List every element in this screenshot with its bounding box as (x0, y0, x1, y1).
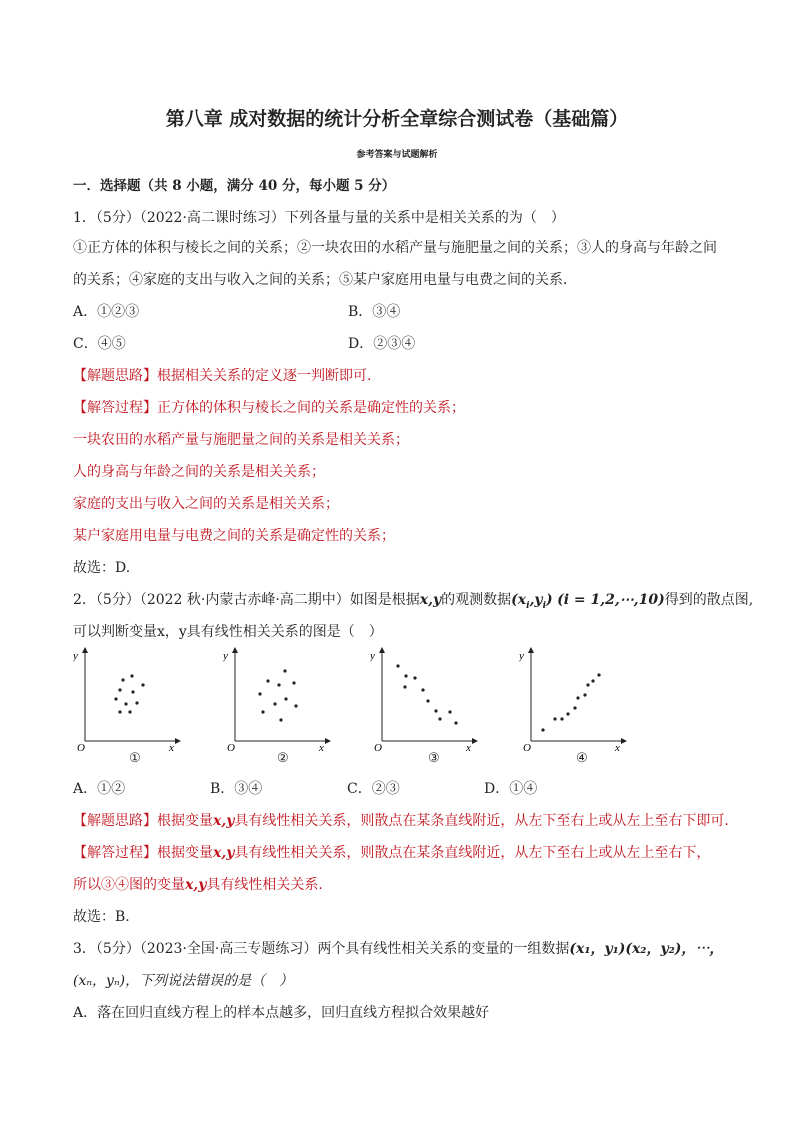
section-heading: 一．选择题（共 8 小题，满分 40 分，每小题 5 分） (73, 178, 396, 194)
data-point (283, 669, 286, 672)
data-point (576, 696, 579, 699)
data-point (597, 673, 600, 676)
q3-stem-line2: (xₙ，yₙ)，下列说法错误的是（ ） (73, 973, 294, 989)
q1-answer: 故选：D. (73, 560, 131, 576)
q2-option-b: B．③④ (210, 781, 263, 797)
scatter-plot-4-svg (519, 645, 629, 751)
x-arrow-icon (175, 738, 181, 744)
origin-label: O (523, 742, 531, 751)
scatter-plot-2-svg (223, 645, 333, 751)
data-point (404, 674, 407, 677)
data-point (583, 693, 586, 696)
data-point (403, 685, 406, 688)
x-axis-label: x (319, 742, 324, 751)
plot-label-4: ④ (576, 751, 588, 766)
q2-option-d: D．①④ (484, 781, 538, 797)
x-arrow-icon (325, 738, 331, 744)
data-point (131, 690, 134, 693)
data-point (266, 679, 269, 682)
data-point (541, 728, 544, 731)
data-point (586, 683, 589, 686)
q2-process-xy: x,y (213, 845, 235, 861)
q2-data-y: ,y (529, 592, 543, 608)
data-point (591, 679, 594, 682)
q1-option-d: D．②③④ (348, 336, 416, 352)
data-point (573, 706, 576, 709)
data-point (277, 683, 280, 686)
data-point (279, 718, 282, 721)
data-point (261, 710, 264, 713)
q2-data-close: ) (546, 592, 553, 608)
q1-process-line1: 正方体的体积与棱长之间的关系是确定性的关系； (157, 400, 465, 416)
origin-label: O (374, 742, 382, 751)
q2-process-tag: 【解答过程】 (73, 845, 157, 861)
data-point (130, 674, 133, 677)
y-arrow-icon (379, 647, 385, 653)
y-arrow-icon (82, 647, 88, 653)
q1-process-line2: 一块农田的水稻产量与施肥量之间的关系是相关关系； (73, 432, 409, 448)
q2-hint-b: 具有线性相关关系，则散点在某条直线附近，从左下至右上或从左上至右下即可. (234, 813, 729, 829)
data-point (396, 664, 399, 667)
data-point (438, 717, 441, 720)
data-point (273, 702, 276, 705)
data-point (121, 678, 124, 681)
q2-stem-a: 2．（5分）（2022 秋·内蒙古赤峰·高二期中）如图是根据 (73, 592, 420, 608)
page-title: 第八章 成对数据的统计分析全章综合测试卷（基础篇） (165, 108, 629, 130)
data-point (114, 697, 117, 700)
q2-hint-tag: 【解题思路】 (73, 813, 157, 829)
data-point (426, 699, 429, 702)
data-point (118, 688, 121, 691)
q2-stem-b: 的观测数据 (441, 592, 512, 608)
scatter-plot-1 (73, 645, 183, 751)
data-point (454, 721, 457, 724)
x-arrow-icon (472, 738, 478, 744)
q1-process-tag: 【解答过程】 (73, 400, 157, 416)
data-point (141, 683, 144, 686)
q2-data-x-sub: i (526, 600, 530, 611)
q2-answer: 故选：B. (73, 909, 130, 925)
q2-hint (73, 811, 729, 831)
q1-process-line5: 某户家庭用电量与电费之间的关系是确定性的关系； (73, 528, 395, 544)
data-point (284, 697, 287, 700)
page-subtitle: 参考答案与试题解析 (356, 150, 438, 160)
data-point (124, 702, 127, 705)
data-point (434, 709, 437, 712)
data-point (448, 710, 451, 713)
scatter-plot-3-svg (370, 645, 480, 751)
q2-process2-xy: x,y (185, 877, 207, 893)
data-point (294, 704, 297, 707)
q2-stem (73, 590, 753, 616)
q2-process2-a: 所以③④图的变量 (73, 877, 185, 893)
q1-option-a: A．①②③ (73, 304, 140, 320)
y-axis-label: y (73, 650, 78, 662)
q2-stem-range: (i = 1,2,⋯,10) (557, 592, 665, 608)
q2-process2-b: 具有线性相关关系. (206, 877, 323, 893)
q2-process (73, 843, 710, 863)
q1-body-line2: 的关系；④家庭的支出与收入之间的关系；⑤某户家庭用电量与电费之间的关系． (73, 272, 577, 288)
plot-label-2: ② (277, 751, 289, 766)
y-arrow-icon (232, 647, 238, 653)
q2-process-line2 (73, 875, 323, 895)
q1-body-line1: ①正方体的体积与棱长之间的关系；②一块农田的水稻产量与施肥量之间的关系；③人的身高与年龄之间 (73, 240, 717, 256)
data-point (118, 710, 121, 713)
q1-option-b: B．③④ (348, 304, 401, 320)
x-axis-label: x (615, 742, 620, 751)
data-point (566, 712, 569, 715)
data-point (421, 688, 424, 691)
q2-stem-c: 得到的散点图, (664, 592, 754, 608)
q2-stem-xy: x,y (419, 592, 442, 608)
q3-stem-data: (x₁，y₁)(x₂，y₂)，⋯， (569, 941, 724, 957)
q2-hint-xy: x,y (213, 813, 235, 829)
q2-stem-data (511, 592, 553, 611)
q1-option-c: C．④⑤ (73, 336, 126, 352)
data-point (128, 710, 131, 713)
q3-stem (73, 939, 723, 959)
q2-option-a: A．①② (73, 781, 126, 797)
q1-hint-tag: 【解题思路】 (73, 368, 157, 384)
q1-process (73, 398, 465, 418)
origin-label: O (227, 742, 235, 751)
data-point (258, 692, 261, 695)
data-point (292, 681, 295, 684)
q1-stem: 1．（5分）（2022·高二课时练习）下列各量与量的关系中是相关关系的为（ ） (73, 210, 565, 226)
y-axis-label: y (519, 650, 524, 662)
scatter-plot-1-svg (73, 645, 183, 751)
scatter-plot-2 (223, 645, 333, 751)
q1-process-line3: 人的身高与年龄之间的关系是相关关系； (73, 464, 325, 480)
plot-label-3: ③ (428, 751, 440, 766)
q2-process-b: 具有线性相关关系，则散点在某条直线附近，从左下至右上或从左上至右下， (234, 845, 711, 861)
data-point (413, 676, 416, 679)
data-point (560, 717, 563, 720)
q1-process-line4: 家庭的支出与收入之间的关系是相关关系； (73, 496, 339, 512)
q2-option-c: C．②③ (347, 781, 400, 797)
q3-option-a: A．落在回归直线方程上的样本点越多，回归直线方程拟合效果越好 (73, 1005, 490, 1021)
x-axis-label: x (169, 742, 174, 751)
data-point (135, 701, 138, 704)
q1-hint-text: 根据相关关系的定义逐一判断即可. (157, 368, 372, 384)
scatter-plot-4 (519, 645, 629, 751)
q1-hint (73, 366, 371, 386)
q2-data-y-sub: i (542, 600, 546, 611)
plot-label-1: ① (129, 751, 141, 766)
data-point (553, 717, 556, 720)
q2-stem-line2: 可以判断变量x，y具有线性相关关系的图是（ ） (73, 624, 383, 640)
y-arrow-icon (528, 647, 534, 653)
scatter-plot-3 (370, 645, 480, 751)
q2-data-x: (x (511, 592, 527, 608)
origin-label: O (77, 742, 85, 751)
q3-stem-text: 3．（5分）（2023·全国·高三专题练习）两个具有线性相关关系的变量的一组数据 (73, 941, 570, 957)
q2-hint-a: 根据变量 (157, 813, 213, 829)
q2-process-a: 根据变量 (157, 845, 213, 861)
y-axis-label: y (370, 650, 375, 662)
x-axis-label: x (466, 742, 471, 751)
y-axis-label: y (223, 650, 228, 662)
x-arrow-icon (621, 738, 627, 744)
